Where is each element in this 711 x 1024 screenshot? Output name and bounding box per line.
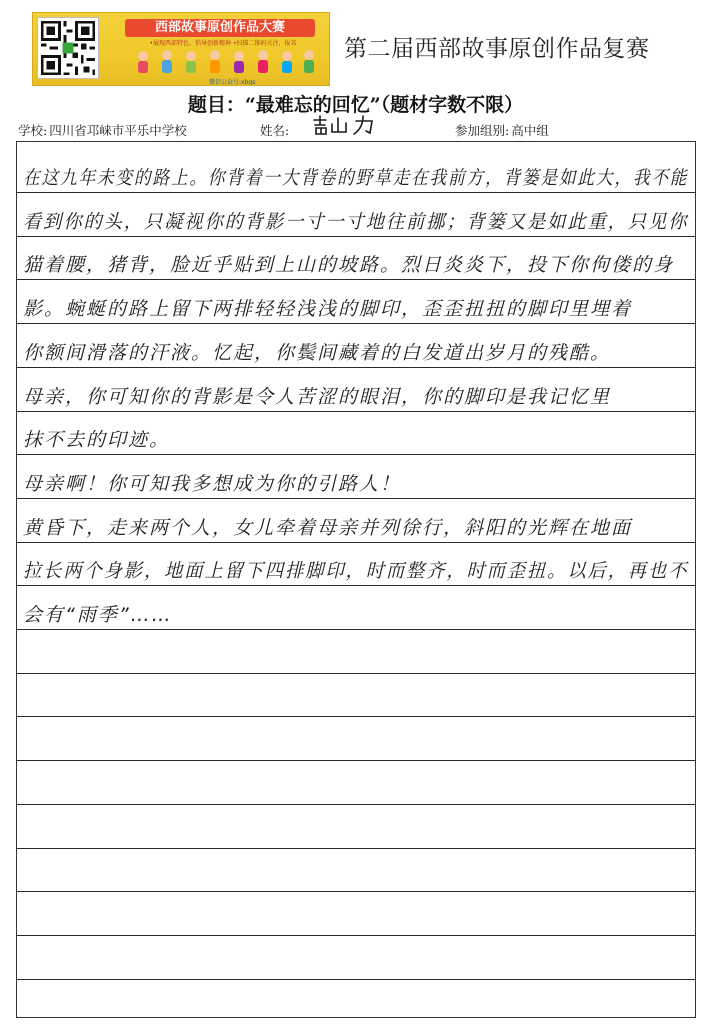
ruled-line: [17, 629, 695, 630]
handwritten-line: 母亲，你可知你的背影是令人苦涩的眼泪，你的脚印是我记忆里: [23, 385, 612, 408]
handwritten-line: 猫着腰，猪背，脸近乎贴到上山的坡路。烈日炎炎下，投下你佝偻的身: [23, 254, 675, 277]
ruled-line: [17, 454, 695, 455]
group-field: [455, 121, 549, 139]
name-label: 姓名:: [260, 123, 290, 138]
ruled-line: [17, 585, 695, 586]
ruled-line: [17, 760, 695, 761]
handwritten-line: 看到你的头，只凝视你的背影一寸一寸地往前挪；背篓又是如此重，只见你: [23, 210, 689, 233]
handwritten-line: 在这九年未变的路上。你背着一大背卷的野草走在我前方，背篓是如此大，我不能: [23, 167, 689, 189]
group-label: 参加组别:: [455, 123, 510, 138]
ruled-line: [17, 542, 695, 543]
banner-title: 西部故事原创作品大赛: [125, 19, 315, 37]
handwritten-line: 拉长两个身影，地面上留下四排脚印，时而整齐，时而歪扭。以后，再也不: [23, 560, 689, 583]
ruled-line: [17, 891, 695, 892]
ruled-line: [17, 236, 695, 237]
banner-subtitle: •展现西部特色，倡导创新精神 •扫描二维码关注，报名: [149, 40, 297, 47]
handwritten-line: 影。蜿蜒的路上留下两排轻轻浅浅的脚印，歪歪扭扭的脚印里埋着: [23, 298, 633, 321]
contest-title: 第二届西部故事原创作品复赛: [344, 36, 650, 62]
group-value: 高中组: [511, 123, 549, 138]
children-illustration: [129, 49, 323, 79]
ruled-line: [17, 673, 695, 674]
qr-code: [37, 17, 99, 79]
ruled-line: [17, 367, 695, 368]
ruled-line: [17, 498, 695, 499]
ruled-line: [17, 411, 695, 412]
school-field: [18, 121, 187, 139]
handwritten-line: 母亲啊！你可知我多想成为你的引路人！: [23, 472, 402, 495]
ruled-line: [17, 979, 695, 980]
banner-footer: 微信公众号:xbgs: [209, 79, 256, 86]
handwritten-line: 黄昏下，走来两个人，女儿牵着母亲并列徐行，斜阳的光辉在地面: [23, 516, 633, 539]
handwritten-line: 你额间滑落的汗液。忆起，你鬓间藏着的白发道出岁月的残酷。: [23, 341, 612, 364]
ruled-line: [17, 716, 695, 717]
ruled-line: [17, 848, 695, 849]
name-field: [260, 121, 289, 139]
ruled-line: [17, 804, 695, 805]
ruled-line: [17, 323, 695, 324]
ruled-line: [17, 935, 695, 936]
ruled-line: [17, 192, 695, 193]
ruled-line: [17, 279, 695, 280]
handwritten-line: 抹不去的印迹。: [23, 429, 171, 452]
school-value: 四川省邛崃市平乐中学校: [49, 123, 187, 138]
contest-banner: [32, 12, 330, 86]
handwritten-signature: [310, 112, 384, 138]
school-label: 学校:: [18, 123, 48, 138]
essay-title: 题目：“最难忘的回忆”（题材字数不限）: [187, 94, 524, 116]
handwritten-line: 会有“雨季”……: [23, 604, 173, 626]
writing-paper: [16, 141, 696, 1018]
